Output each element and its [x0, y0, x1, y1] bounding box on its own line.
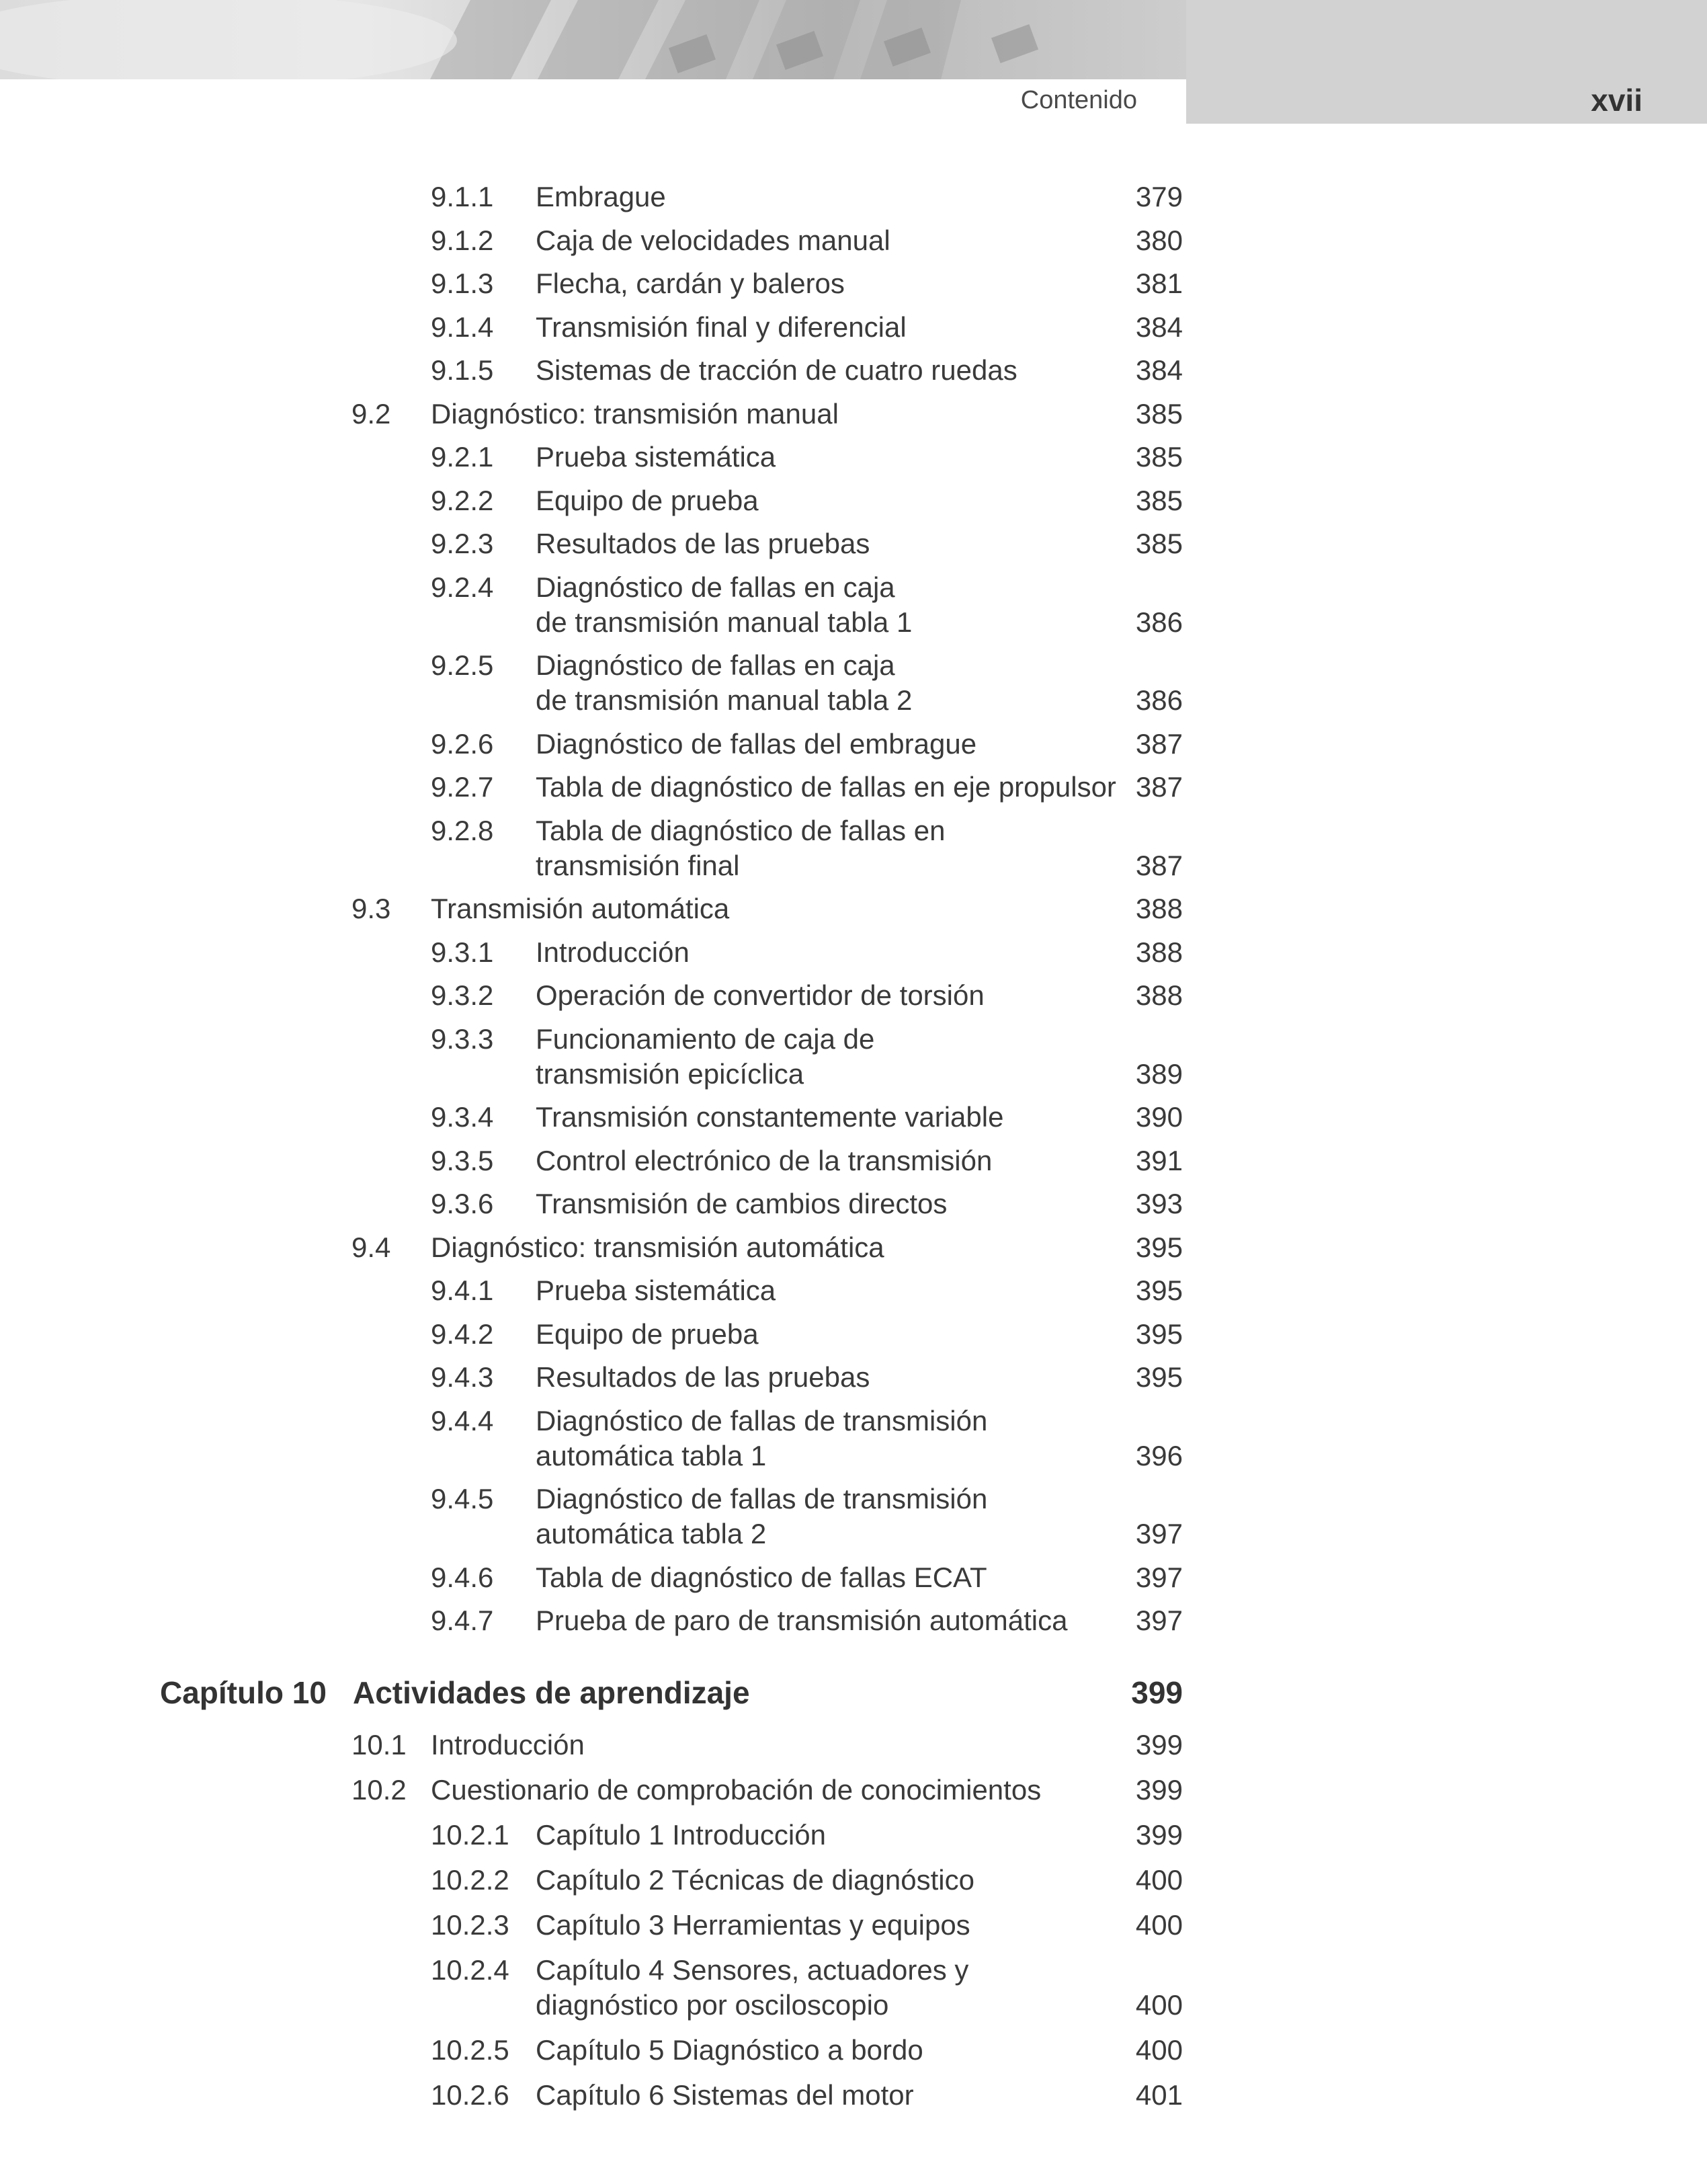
page-ref: 386	[1135, 606, 1183, 638]
section-number: 10.2.3	[431, 1908, 509, 1941]
page-ref: 385	[1135, 528, 1183, 559]
section-title-line: Actividades de aprendizaje	[353, 1674, 750, 1710]
section-number: 10.2.5	[431, 2033, 509, 2066]
section-title-line: Flecha, cardán y baleros	[536, 268, 845, 299]
page-ref: 385	[1135, 397, 1183, 430]
section-title	[536, 978, 1140, 1013]
section-title	[536, 483, 1140, 518]
section-title-line: Prueba sistemática	[536, 441, 776, 473]
section-number: 9.1.3	[431, 268, 494, 299]
section-number: 9.2.7	[431, 771, 494, 803]
section-title	[536, 1317, 1140, 1352]
section-title-line: Caja de velocidades manual	[536, 224, 890, 256]
section-title	[536, 2078, 1140, 2113]
section-number: 9.4.5	[431, 1483, 494, 1514]
section-title-line: Diagnóstico de fallas en caja	[536, 649, 895, 681]
page-ref: 381	[1135, 268, 1183, 299]
page-ref: 401	[1135, 2078, 1183, 2111]
section-number: 9.4.4	[431, 1404, 494, 1437]
section-title-line: Cuestionario de comprobación de conocimientos	[431, 1773, 1042, 1806]
section-title	[536, 179, 1140, 214]
section-title	[536, 1603, 1140, 1638]
section-title	[536, 1100, 1140, 1135]
section-number: 9.4.2	[431, 1318, 494, 1350]
page-ref: 395	[1135, 1275, 1183, 1306]
section-number: 9.2	[351, 397, 391, 430]
section-title	[536, 1360, 1140, 1395]
section-title-line: automática tabla 1	[536, 1439, 767, 1471]
section-number: 9.4.7	[431, 1605, 494, 1636]
section-title	[536, 310, 1140, 345]
page-ref: 387	[1135, 727, 1183, 760]
section-title	[536, 223, 1140, 258]
section-number: 9.2.8	[431, 814, 494, 846]
section-title-line: Resultados de las pruebas	[536, 1361, 870, 1393]
section-title-line: transmisión final	[536, 849, 740, 881]
section-number: 10.2.6	[431, 2078, 509, 2111]
page-ref: 400	[1135, 1988, 1183, 2021]
page-ref: 388	[1135, 893, 1183, 924]
section-title	[536, 1273, 1140, 1308]
section-title-line: Diagnóstico de fallas de transmisión	[536, 1404, 988, 1437]
section-title	[536, 353, 1140, 388]
section-title-line: Capítulo 6 Sistemas del motor	[536, 2078, 914, 2111]
section-title-line: diagnóstico por osciloscopio	[536, 1988, 889, 2021]
section-number: 10.2	[351, 1773, 407, 1806]
section-number: 10.2.4	[431, 1953, 509, 1986]
page-ref: 400	[1135, 2033, 1183, 2066]
page-ref: 388	[1135, 979, 1183, 1011]
section-title-line: de transmisión manual tabla 1	[536, 606, 913, 638]
section-number: 10.2.1	[431, 1818, 509, 1851]
section-number: 9.4.6	[431, 1561, 494, 1593]
section-title-line: Prueba de paro de transmisión automática	[536, 1605, 1068, 1636]
section-number: 9.1.1	[431, 181, 494, 212]
tire-tread-graphic	[0, 0, 1186, 79]
section-number: 10.2.2	[431, 1863, 509, 1896]
section-title-line: Diagnóstico de fallas de transmisión	[536, 1483, 988, 1514]
section-number: 9.2.2	[431, 484, 494, 516]
page-ref: 397	[1135, 1561, 1183, 1593]
page-ref: 400	[1135, 1863, 1183, 1896]
section-title	[536, 770, 1140, 805]
header-strip	[0, 79, 1186, 124]
section-number: 9.2.1	[431, 441, 494, 473]
page-ref: 387	[1135, 849, 1183, 881]
page-ref: 391	[1135, 1144, 1183, 1176]
section-number: 9.2.6	[431, 727, 494, 760]
section-number: 9.2.5	[431, 649, 494, 681]
section-number: 9.3.5	[431, 1144, 494, 1176]
section-number: 9.1.5	[431, 354, 494, 386]
section-title-line: Tabla de diagnóstico de fallas ECAT	[536, 1561, 987, 1593]
section-title	[431, 1773, 1041, 1808]
section-title-line: Funcionamiento de caja de	[536, 1022, 875, 1055]
page-ref: 395	[1135, 1318, 1183, 1350]
page-ref: 397	[1135, 1605, 1183, 1636]
section-title-line: transmisión epicíclica	[536, 1057, 804, 1090]
page-ref: 385	[1135, 484, 1183, 516]
section-title-line: Capítulo 3 Herramientas y equipos	[536, 1908, 970, 1941]
section-title-line: Diagnóstico: transmisión manual	[431, 397, 839, 430]
section-title-line: Transmisión constantemente variable	[536, 1101, 1004, 1133]
section-title	[536, 1022, 1140, 1092]
section-title-line: Introducción	[536, 936, 690, 968]
section-title-line: Embrague	[536, 181, 666, 212]
section-number: 10.1	[351, 1728, 407, 1761]
section-title-line: Sistemas de tracción de cuatro ruedas	[536, 354, 1017, 386]
section-title-line: Introducción	[431, 1728, 585, 1761]
section-title	[536, 1863, 1140, 1898]
section-title	[536, 266, 1140, 301]
section-title-line: Prueba sistemática	[536, 1275, 776, 1306]
page-ref: 386	[1135, 684, 1183, 716]
section-number: 9.3.3	[431, 1022, 494, 1055]
page-ref: 393	[1135, 1188, 1183, 1219]
page-ref: 387	[1135, 771, 1183, 803]
section-title	[536, 1560, 1140, 1595]
section-title	[431, 1728, 585, 1763]
section-title-line: Capítulo 1 Introducción	[536, 1818, 826, 1851]
page-ref: 379	[1135, 181, 1183, 212]
section-title-line: Control electrónico de la transmisión	[536, 1144, 993, 1176]
section-number: 9.4.1	[431, 1275, 494, 1306]
section-number: 9.1.2	[431, 224, 494, 256]
section-title-line: de transmisión manual tabla 2	[536, 684, 913, 716]
section-title	[536, 1908, 1140, 1943]
section-title-line: Diagnóstico de fallas del embrague	[536, 727, 977, 760]
section-title	[536, 1818, 1140, 1853]
section-title-line: Capítulo 2 Técnicas de diagnóstico	[536, 1863, 974, 1896]
page-ref: 399	[1131, 1674, 1183, 1710]
section-title-line: Transmisión automática	[431, 893, 730, 924]
section-number: 9.4.3	[431, 1361, 494, 1393]
section-title	[536, 648, 1140, 718]
section-title-line: Capítulo 4 Sensores, actuadores y	[536, 1953, 969, 1986]
section-title	[536, 935, 1140, 970]
section-title	[536, 1953, 1140, 2023]
section-title-line: Transmisión de cambios directos	[536, 1188, 948, 1219]
page-ref: 397	[1135, 1518, 1183, 1549]
section-number: 9.3.6	[431, 1188, 494, 1219]
section-title	[536, 813, 1140, 883]
page-ref: 396	[1135, 1439, 1183, 1471]
section-number: 9.2.4	[431, 571, 494, 603]
section-title	[431, 891, 729, 926]
page-ref: 385	[1135, 441, 1183, 473]
section-number: 9.1.4	[431, 311, 494, 343]
section-number: 9.3.2	[431, 979, 494, 1011]
page-ref: 384	[1135, 354, 1183, 386]
page-ref: 400	[1135, 1908, 1183, 1941]
section-title	[536, 1404, 1140, 1473]
page-ref: 388	[1135, 936, 1183, 968]
section-title	[431, 397, 839, 432]
section-title-line: Tabla de diagnóstico de fallas en	[536, 814, 946, 846]
section-title	[536, 2033, 1140, 2068]
header-decorative-image	[0, 0, 1186, 79]
page-ref: 384	[1135, 311, 1183, 343]
section-title	[536, 727, 1140, 762]
page-ref: 399	[1135, 1728, 1183, 1761]
section-title-line: Diagnóstico: transmisión automática	[431, 1231, 884, 1263]
section-title-line: Resultados de las pruebas	[536, 528, 870, 559]
chapter-label: Capítulo 10	[160, 1674, 327, 1710]
running-head: Contenido	[1020, 86, 1137, 114]
section-title	[536, 1186, 1140, 1221]
section-title-line: automática tabla 2	[536, 1518, 767, 1549]
page-ref: 395	[1135, 1361, 1183, 1393]
section-title	[431, 1230, 884, 1265]
section-number: 9.3.1	[431, 936, 494, 968]
section-number: 9.2.3	[431, 528, 494, 559]
section-title-line: Capítulo 5 Diagnóstico a bordo	[536, 2033, 923, 2066]
section-title	[536, 1482, 1140, 1551]
section-number: 9.3	[351, 893, 391, 924]
section-title-line: Transmisión final y diferencial	[536, 311, 907, 343]
page-ref: 389	[1135, 1057, 1183, 1090]
section-title	[353, 1675, 750, 1710]
page-ref: 395	[1135, 1231, 1183, 1263]
section-title-line: Tabla de diagnóstico de fallas en eje propulsor	[536, 771, 1116, 803]
section-title-line: Equipo de prueba	[536, 1318, 759, 1350]
page-ref: 390	[1135, 1101, 1183, 1133]
section-title-line: Equipo de prueba	[536, 484, 759, 516]
section-title	[536, 1143, 1140, 1178]
section-title	[536, 526, 1140, 561]
section-title	[536, 440, 1140, 475]
section-title-line: Diagnóstico de fallas en caja	[536, 571, 895, 603]
page-ref: 399	[1135, 1818, 1183, 1851]
page-number: xvii	[1591, 83, 1642, 118]
page-ref: 399	[1135, 1773, 1183, 1806]
section-title-line: Operación de convertidor de torsión	[536, 979, 985, 1011]
section-number: 9.4	[351, 1231, 391, 1263]
page-ref: 380	[1135, 224, 1183, 256]
section-number: 9.3.4	[431, 1101, 494, 1133]
section-title	[536, 570, 1140, 640]
